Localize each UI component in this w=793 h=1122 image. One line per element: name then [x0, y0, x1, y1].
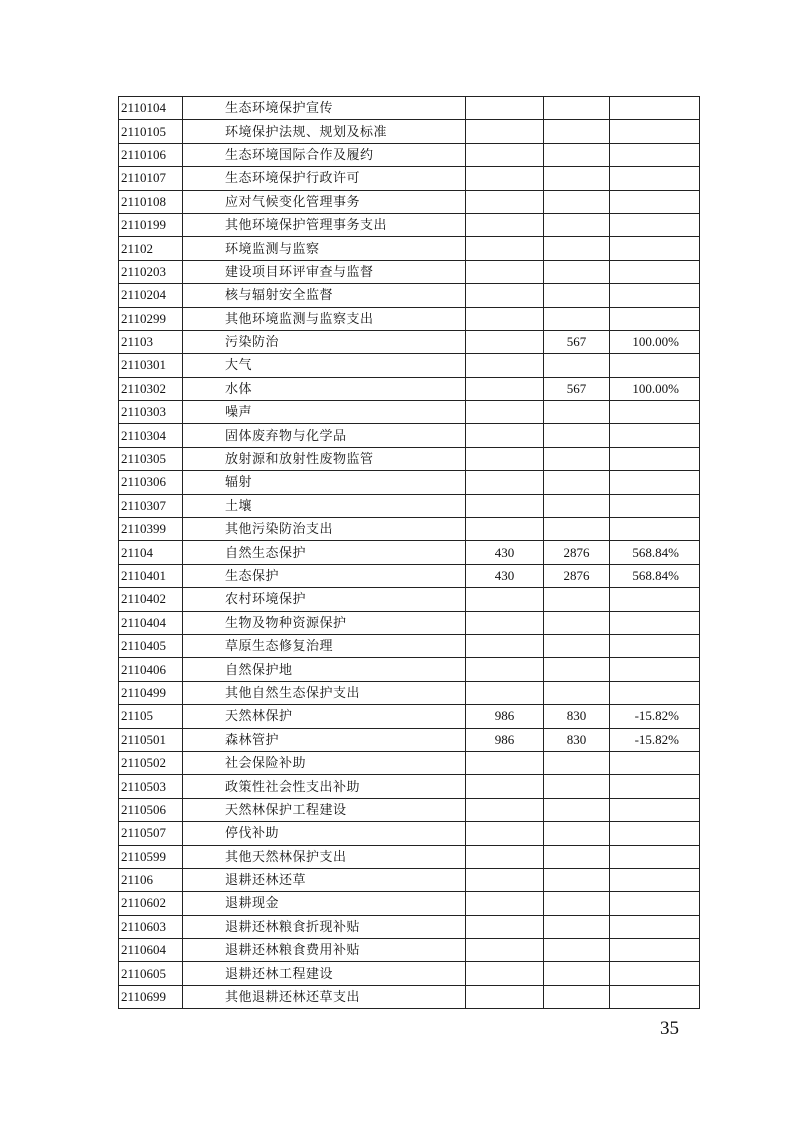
- value-b-cell: [544, 892, 610, 915]
- percent-change-cell: [610, 892, 700, 915]
- value-b-cell: 567: [544, 330, 610, 353]
- subject-name-cell: 退耕还林工程建设: [183, 962, 466, 985]
- value-a-cell: [466, 190, 544, 213]
- subject-name-cell: 自然保护地: [183, 658, 466, 681]
- table-row: [119, 658, 700, 681]
- value-a-cell: [466, 915, 544, 938]
- subject-name-cell: 应对气候变化管理事务: [183, 190, 466, 213]
- percent-change-cell: [610, 260, 700, 283]
- table-row: [119, 518, 700, 541]
- subject-name-cell: 其他天然林保护支出: [183, 845, 466, 868]
- value-a-cell: [466, 97, 544, 120]
- value-a-cell: [466, 213, 544, 236]
- value-a-cell: [466, 237, 544, 260]
- value-a-cell: [466, 962, 544, 985]
- subject-name-cell: 水体: [183, 377, 466, 400]
- table-row: [119, 97, 700, 120]
- table-row: [119, 284, 700, 307]
- subject-code-cell: 21106: [119, 868, 183, 891]
- value-a-cell: [466, 424, 544, 447]
- value-a-cell: [466, 120, 544, 143]
- percent-change-cell: 100.00%: [610, 330, 700, 353]
- table-row: [119, 471, 700, 494]
- value-b-cell: [544, 962, 610, 985]
- subject-name-cell: 退耕现金: [183, 892, 466, 915]
- subject-code-cell: 2110306: [119, 471, 183, 494]
- table-row: [119, 424, 700, 447]
- subject-name-cell: 辐射: [183, 471, 466, 494]
- table-row: [119, 307, 700, 330]
- subject-name-cell: 污染防治: [183, 330, 466, 353]
- subject-name-cell: 其他环境监测与监察支出: [183, 307, 466, 330]
- subject-name-cell: 生态环境保护行政许可: [183, 167, 466, 190]
- percent-change-cell: [610, 775, 700, 798]
- value-a-cell: [466, 518, 544, 541]
- percent-change-cell: [610, 354, 700, 377]
- table-body: [119, 97, 700, 1009]
- subject-code-cell: 21102: [119, 237, 183, 260]
- value-b-cell: [544, 447, 610, 470]
- percent-change-cell: [610, 494, 700, 517]
- table-row: [119, 798, 700, 821]
- value-a-cell: [466, 260, 544, 283]
- subject-name-cell: 生态环境保护宣传: [183, 97, 466, 120]
- subject-name-cell: 森林管护: [183, 728, 466, 751]
- subject-name-cell: 土壤: [183, 494, 466, 517]
- percent-change-cell: [610, 985, 700, 1008]
- table-row: [119, 939, 700, 962]
- table-row: [119, 401, 700, 424]
- subject-code-cell: 2110402: [119, 588, 183, 611]
- subject-code-cell: 2110106: [119, 143, 183, 166]
- value-a-cell: [466, 892, 544, 915]
- value-a-cell: [466, 939, 544, 962]
- subject-name-cell: 固体废弃物与化学品: [183, 424, 466, 447]
- subject-code-cell: 2110503: [119, 775, 183, 798]
- value-a-cell: [466, 401, 544, 424]
- percent-change-cell: [610, 681, 700, 704]
- subject-code-cell: 2110199: [119, 213, 183, 236]
- subject-code-cell: 2110301: [119, 354, 183, 377]
- percent-change-cell: [610, 284, 700, 307]
- percent-change-cell: -15.82%: [610, 705, 700, 728]
- subject-name-cell: 停伐补助: [183, 822, 466, 845]
- percent-change-cell: [610, 611, 700, 634]
- value-a-cell: [466, 354, 544, 377]
- table-row: [119, 190, 700, 213]
- value-b-cell: [544, 237, 610, 260]
- subject-code-cell: 2110302: [119, 377, 183, 400]
- value-a-cell: 986: [466, 728, 544, 751]
- table-row: [119, 868, 700, 891]
- value-b-cell: [544, 681, 610, 704]
- value-b-cell: [544, 120, 610, 143]
- percent-change-cell: [610, 190, 700, 213]
- subject-code-cell: 2110499: [119, 681, 183, 704]
- percent-change-cell: [610, 868, 700, 891]
- subject-code-cell: 2110299: [119, 307, 183, 330]
- subject-name-cell: 退耕还林还草: [183, 868, 466, 891]
- subject-name-cell: 其他环境保护管理事务支出: [183, 213, 466, 236]
- percent-change-cell: [610, 845, 700, 868]
- value-b-cell: [544, 494, 610, 517]
- subject-code-cell: 2110604: [119, 939, 183, 962]
- subject-code-cell: 2110305: [119, 447, 183, 470]
- table-row: [119, 892, 700, 915]
- value-a-cell: [466, 985, 544, 1008]
- table-row: [119, 962, 700, 985]
- value-a-cell: [466, 377, 544, 400]
- percent-change-cell: [610, 401, 700, 424]
- table-row: [119, 143, 700, 166]
- subject-name-cell: 自然生态保护: [183, 541, 466, 564]
- value-a-cell: [466, 822, 544, 845]
- percent-change-cell: [610, 213, 700, 236]
- subject-name-cell: 大气: [183, 354, 466, 377]
- value-a-cell: [466, 845, 544, 868]
- value-a-cell: 986: [466, 705, 544, 728]
- percent-change-cell: -15.82%: [610, 728, 700, 751]
- subject-code-cell: 2110405: [119, 634, 183, 657]
- percent-change-cell: [610, 822, 700, 845]
- table-row: [119, 588, 700, 611]
- value-b-cell: [544, 845, 610, 868]
- percent-change-cell: [610, 424, 700, 447]
- subject-code-cell: 2110304: [119, 424, 183, 447]
- subject-code-cell: 2110104: [119, 97, 183, 120]
- table-row: [119, 447, 700, 470]
- subject-code-cell: 2110506: [119, 798, 183, 821]
- subject-code-cell: 2110507: [119, 822, 183, 845]
- percent-change-cell: [610, 658, 700, 681]
- value-b-cell: [544, 471, 610, 494]
- subject-name-cell: 农村环境保护: [183, 588, 466, 611]
- value-b-cell: [544, 354, 610, 377]
- table-row: [119, 330, 700, 353]
- value-b-cell: 830: [544, 705, 610, 728]
- percent-change-cell: [610, 471, 700, 494]
- value-b-cell: [544, 190, 610, 213]
- subject-code-cell: 2110404: [119, 611, 183, 634]
- subject-name-cell: 放射源和放射性废物监管: [183, 447, 466, 470]
- value-a-cell: [466, 167, 544, 190]
- subject-name-cell: 其他污染防治支出: [183, 518, 466, 541]
- percent-change-cell: [610, 518, 700, 541]
- subject-name-cell: 退耕还林粮食折现补贴: [183, 915, 466, 938]
- percent-change-cell: [610, 915, 700, 938]
- value-b-cell: [544, 213, 610, 236]
- percent-change-cell: [610, 120, 700, 143]
- table-row: [119, 845, 700, 868]
- subject-name-cell: 核与辐射安全监督: [183, 284, 466, 307]
- percent-change-cell: [610, 634, 700, 657]
- subject-code-cell: 2110204: [119, 284, 183, 307]
- table-row: [119, 167, 700, 190]
- value-b-cell: [544, 751, 610, 774]
- percent-change-cell: [610, 447, 700, 470]
- subject-name-cell: 社会保险补助: [183, 751, 466, 774]
- subject-code-cell: 2110502: [119, 751, 183, 774]
- value-b-cell: [544, 658, 610, 681]
- subject-code-cell: 2110602: [119, 892, 183, 915]
- value-b-cell: [544, 868, 610, 891]
- value-b-cell: [544, 284, 610, 307]
- subject-code-cell: 2110303: [119, 401, 183, 424]
- percent-change-cell: [610, 751, 700, 774]
- table-row: [119, 681, 700, 704]
- subject-code-cell: 2110599: [119, 845, 183, 868]
- subject-code-cell: 2110699: [119, 985, 183, 1008]
- percent-change-cell: [610, 97, 700, 120]
- value-b-cell: [544, 985, 610, 1008]
- table-row: [119, 822, 700, 845]
- value-a-cell: [466, 681, 544, 704]
- value-a-cell: [466, 868, 544, 891]
- table-row: [119, 354, 700, 377]
- value-b-cell: [544, 822, 610, 845]
- subject-name-cell: 生态保护: [183, 564, 466, 587]
- value-b-cell: [544, 518, 610, 541]
- percent-change-cell: [610, 143, 700, 166]
- table-row: [119, 377, 700, 400]
- value-b-cell: 2876: [544, 541, 610, 564]
- value-a-cell: [466, 447, 544, 470]
- subject-name-cell: 生态环境国际合作及履约: [183, 143, 466, 166]
- subject-name-cell: 天然林保护: [183, 705, 466, 728]
- value-a-cell: [466, 658, 544, 681]
- percent-change-cell: [610, 237, 700, 260]
- value-b-cell: [544, 97, 610, 120]
- table-row: [119, 260, 700, 283]
- value-a-cell: [466, 611, 544, 634]
- subject-code-cell: 2110399: [119, 518, 183, 541]
- subject-name-cell: 建设项目环评审查与监督: [183, 260, 466, 283]
- value-a-cell: [466, 143, 544, 166]
- percent-change-cell: [610, 307, 700, 330]
- subject-code-cell: 2110105: [119, 120, 183, 143]
- subject-code-cell: 2110203: [119, 260, 183, 283]
- value-b-cell: 830: [544, 728, 610, 751]
- percent-change-cell: 100.00%: [610, 377, 700, 400]
- value-b-cell: [544, 634, 610, 657]
- subject-name-cell: 生物及物种资源保护: [183, 611, 466, 634]
- subject-code-cell: 2110108: [119, 190, 183, 213]
- subject-code-cell: 2110603: [119, 915, 183, 938]
- subject-code-cell: 21103: [119, 330, 183, 353]
- subject-name-cell: 环境保护法规、规划及标准: [183, 120, 466, 143]
- value-b-cell: 567: [544, 377, 610, 400]
- subject-name-cell: 噪声: [183, 401, 466, 424]
- value-b-cell: [544, 167, 610, 190]
- value-b-cell: [544, 424, 610, 447]
- subject-name-cell: 天然林保护工程建设: [183, 798, 466, 821]
- subject-name-cell: 草原生态修复治理: [183, 634, 466, 657]
- percent-change-cell: [610, 798, 700, 821]
- table-row: [119, 120, 700, 143]
- subject-name-cell: 政策性社会性支出补助: [183, 775, 466, 798]
- value-b-cell: [544, 775, 610, 798]
- value-a-cell: [466, 634, 544, 657]
- value-b-cell: 2876: [544, 564, 610, 587]
- value-a-cell: [466, 471, 544, 494]
- value-a-cell: [466, 284, 544, 307]
- value-b-cell: [544, 611, 610, 634]
- table-row: [119, 705, 700, 728]
- value-b-cell: [544, 939, 610, 962]
- percent-change-cell: [610, 962, 700, 985]
- table-row: [119, 634, 700, 657]
- value-b-cell: [544, 143, 610, 166]
- table-row: [119, 751, 700, 774]
- percent-change-cell: 568.84%: [610, 541, 700, 564]
- table-row: [119, 494, 700, 517]
- table-row: [119, 213, 700, 236]
- subject-code-cell: 2110501: [119, 728, 183, 751]
- subject-name-cell: 其他自然生态保护支出: [183, 681, 466, 704]
- value-a-cell: [466, 588, 544, 611]
- budget-table: [118, 96, 700, 1009]
- percent-change-cell: [610, 588, 700, 611]
- value-a-cell: [466, 494, 544, 517]
- table-row: [119, 915, 700, 938]
- value-a-cell: 430: [466, 541, 544, 564]
- value-a-cell: 430: [466, 564, 544, 587]
- percent-change-cell: 568.84%: [610, 564, 700, 587]
- percent-change-cell: [610, 939, 700, 962]
- value-b-cell: [544, 915, 610, 938]
- subject-code-cell: 2110401: [119, 564, 183, 587]
- subject-code-cell: 21105: [119, 705, 183, 728]
- value-b-cell: [544, 307, 610, 330]
- table-row: [119, 541, 700, 564]
- subject-name-cell: 其他退耕还林还草支出: [183, 985, 466, 1008]
- value-b-cell: [544, 798, 610, 821]
- subject-code-cell: 2110605: [119, 962, 183, 985]
- table-row: [119, 564, 700, 587]
- page-number: 35: [660, 1018, 679, 1039]
- value-a-cell: [466, 751, 544, 774]
- value-a-cell: [466, 330, 544, 353]
- value-a-cell: [466, 307, 544, 330]
- subject-code-cell: 2110406: [119, 658, 183, 681]
- value-b-cell: [544, 401, 610, 424]
- value-b-cell: [544, 588, 610, 611]
- value-a-cell: [466, 775, 544, 798]
- subject-code-cell: 2110107: [119, 167, 183, 190]
- table-row: [119, 985, 700, 1008]
- subject-code-cell: 2110307: [119, 494, 183, 517]
- subject-name-cell: 退耕还林粮食费用补贴: [183, 939, 466, 962]
- subject-name-cell: 环境监测与监察: [183, 237, 466, 260]
- table-row: [119, 775, 700, 798]
- value-b-cell: [544, 260, 610, 283]
- table-row: [119, 237, 700, 260]
- table-row: [119, 728, 700, 751]
- subject-code-cell: 21104: [119, 541, 183, 564]
- table-row: [119, 611, 700, 634]
- percent-change-cell: [610, 167, 700, 190]
- value-a-cell: [466, 798, 544, 821]
